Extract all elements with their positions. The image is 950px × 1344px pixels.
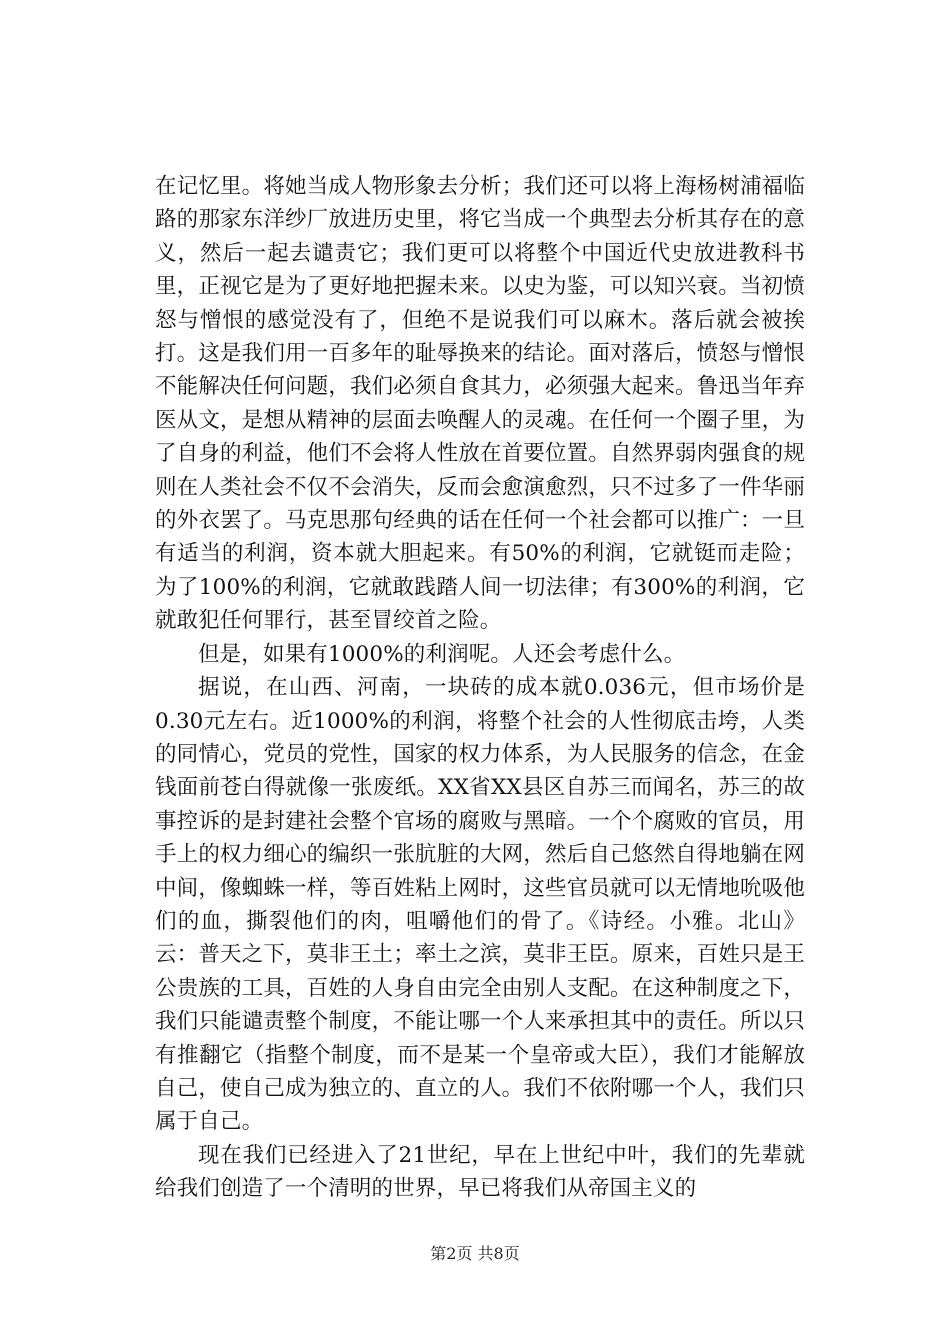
page-number-footer: 第2页 共8页	[430, 1244, 520, 1263]
paragraph-2: 但是，如果有1000%的利润呢。人还会考虑什么。	[198, 641, 686, 667]
document-body	[155, 170, 805, 1206]
paragraph-3: 据说，在山西、河南，一块砖的成本就0.036元，但市场价是0.30元左右。近1000%的利润，将整个社会的人性彻底击垮，人类的同情心，党员的党性，国家的权力体系，为人民服务的信念，在金钱面前苍白得就像一张废纸。XX省XX县区自苏三而闻名，苏三的故事控诉的是封建社会整个官场的腐败与黑暗。一个个腐败的官员，用手上的权力细心的编织一张肮脏的大网，然后自己悠然自得地躺在网中间，像蜘蛛一样，等百姓粘上网时，这些官员就可以无情地吮吸他们的血，撕裂他们的肉，咀嚼他们的骨了。《诗经。小雅。北山》云：普天之下，莫非王土；率土之滨，莫非王臣。原来，百姓只是王公贵族的工具，百姓的人身自由完全由别人支配。在这种制度之下，我们只能谴责整个制度，不能让哪一个人来承担其中的责任。所以只有推翻它（指整个制度，而不是某一个皇帝或大臣），我们才能解放自己，使自己成为独立的、直立的人。我们不依附哪一个人，我们只属于自己。	[155, 675, 805, 1135]
paragraph-4: 现在我们已经进入了21世纪，早在上世纪中叶，我们的先辈就给我们创造了一个清明的世界，早已将我们从帝国主义的	[155, 1142, 805, 1202]
paragraph-1: 在记忆里。将她当成人物形象去分析；我们还可以将上海杨树浦福临路的那家东洋纱厂放进历史里，将它当成一个典型去分析其存在的意义，然后一起去谴责它；我们更可以将整个中国近代史放进教科书里，正视它是为了更好地把握未来。以史为鉴，可以知兴衰。当初愤怒与憎恨的感觉没有了，但绝不是说我们可以麻木。落后就会被挨打。这是我们用一百多年的耻辱换来的结论。面对落后，愤怒与憎恨不能解决任何问题，我们必须自食其力，必须强大起来。鲁迅当年弃医从文，是想从精神的层面去唤醒人的灵魂。在任何一个圈子里，为了自身的利益，他们不会将人性放在首要位置。自然界弱肉强食的规则在人类社会不仅不会消失，反而会愈演愈烈，只不过多了一件华丽的外衣罢了。马克思那句经典的话在任何一个社会都可以推广：一旦有适当的利润，资本就大胆起来。有50%的利润，它就铤而走险；为了100%的利润，它就敢践踏人间一切法律；有300%的利润，它就敢犯任何罪行，甚至冒绞首之险。	[155, 174, 805, 634]
